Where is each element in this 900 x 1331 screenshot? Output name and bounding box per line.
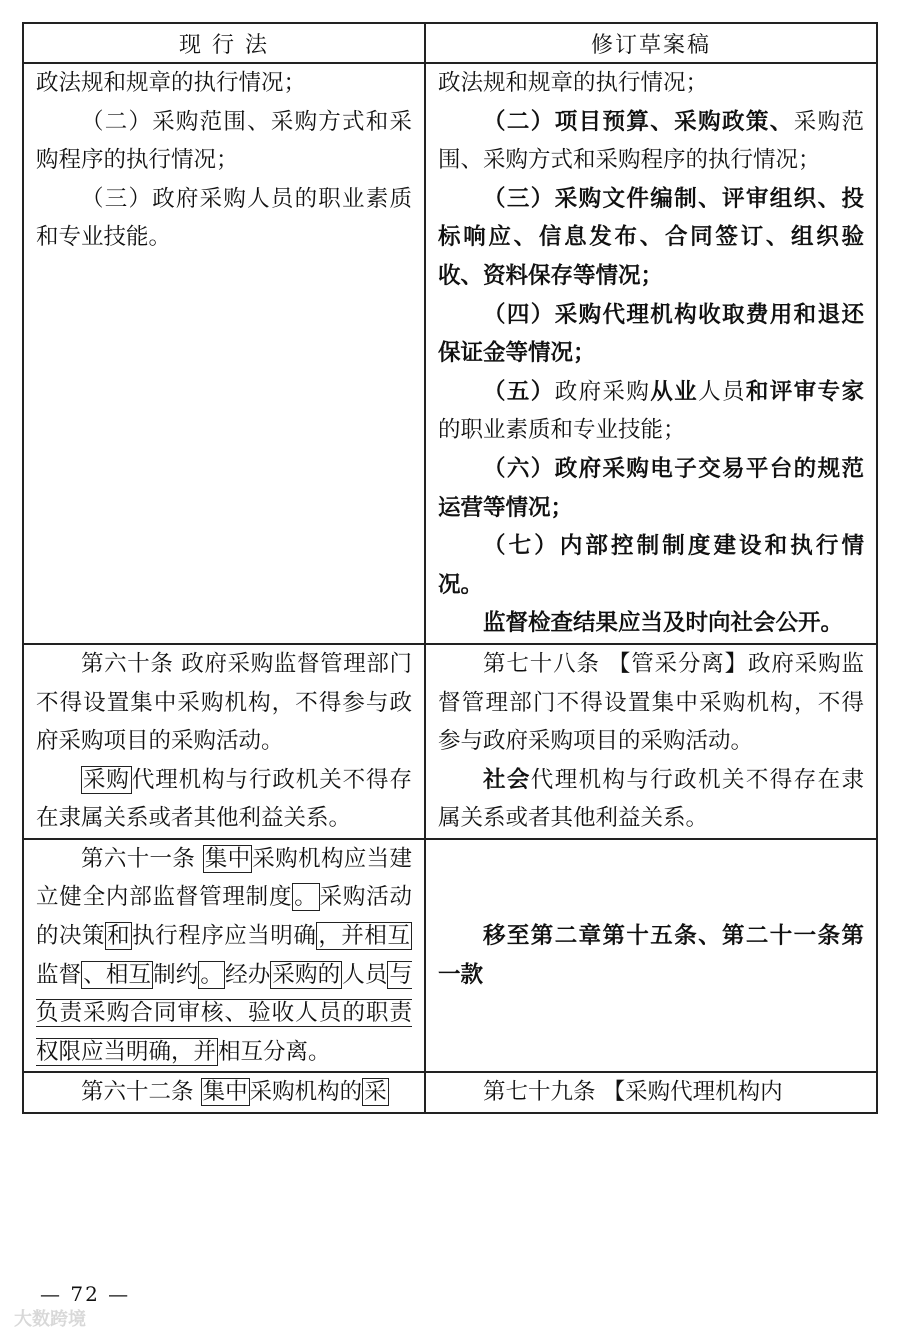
text: 监督 xyxy=(36,961,82,988)
current-law-cell xyxy=(23,1072,425,1113)
paragraph xyxy=(36,840,412,1072)
table-row xyxy=(23,1072,877,1113)
draft-cell xyxy=(425,1072,877,1113)
paragraph xyxy=(36,761,412,838)
paragraph: 政法规和规章的执行情况； xyxy=(438,70,709,96)
text: 第六十一条 xyxy=(81,845,203,872)
text: 采购机构的 xyxy=(249,1079,363,1106)
paragraph: （二）采购范围、采购方式和采购程序的执行情况； xyxy=(36,108,412,174)
text: 经办 xyxy=(225,961,271,988)
text: 代理机构与行政机关不得存在隶属关系或者其他利益关系。 xyxy=(438,766,864,832)
paragraph: （三）采购文件编制、评审组织、投标响应、信息发布、合同签订、组织验收、资料保存等情况； xyxy=(438,185,864,289)
paragraph xyxy=(438,103,864,180)
text: 执行程序应当明确 xyxy=(132,923,317,950)
paragraph: 第六十条 政府采购监督管理部门不得设置集中采购机构，不得参与政府采购项目的采购活动。 xyxy=(36,650,412,755)
paragraph: （六）政府采购电子交易平台的规范运营等情况； xyxy=(438,455,864,521)
text: 人员 xyxy=(698,378,746,405)
text: 人员 xyxy=(342,961,388,988)
current-law-cell xyxy=(23,63,425,644)
text: 采购范围、采购方式和采购程序的执行情况； xyxy=(438,108,864,174)
watermark: 大数跨境 xyxy=(14,1309,86,1330)
paragraph: 监督检查结果应当及时向社会公开。 xyxy=(483,610,844,637)
table-row xyxy=(23,839,877,1073)
text: 的职业素质和专业技能； xyxy=(438,417,686,444)
boxed-text: 集中 xyxy=(202,1079,248,1106)
comparison-table xyxy=(22,22,878,1114)
text: 相互分离。 xyxy=(218,1038,331,1065)
table-header-row xyxy=(23,23,877,63)
boxed-text: 、相互 xyxy=(83,961,152,988)
bold-text: （五） xyxy=(483,378,555,405)
boxed-text: 采购的 xyxy=(272,961,341,988)
current-law-cell xyxy=(23,839,425,1073)
boxed-text: 和 xyxy=(107,923,131,950)
paragraph xyxy=(438,761,864,838)
boxed-text: 。 xyxy=(200,961,224,988)
text: 政府采购 xyxy=(554,378,651,405)
table-row xyxy=(23,644,877,839)
bold-text: （二）项目预算、采购政策、 xyxy=(483,108,794,135)
boxed-text: 集中 xyxy=(204,845,251,872)
paragraph: 政法规和规章的执行情况； xyxy=(36,70,307,96)
draft-cell xyxy=(425,63,877,644)
text: 采购活动的决策 xyxy=(36,884,412,950)
boxed-text: ，并相互 xyxy=(318,923,410,950)
text: 代理机构与行政机关不得存在隶属关系或者其他利益关系。 xyxy=(36,766,412,832)
paragraph: （三）政府采购人员的职业素质和专业技能。 xyxy=(36,185,412,251)
draft-cell xyxy=(425,644,877,839)
paragraph: （七）内部控制制度建设和执行情况。 xyxy=(438,533,864,598)
paragraph: 移至第二章第十五条、第二十一条第一款 xyxy=(438,923,864,988)
page-number: — 72 — xyxy=(40,1282,131,1306)
paragraph xyxy=(438,373,864,450)
bold-text: 社会 xyxy=(483,766,531,793)
header-current-law: 现 行 法 xyxy=(23,23,425,63)
current-law-cell xyxy=(23,644,425,839)
draft-cell xyxy=(425,839,877,1073)
paragraph xyxy=(36,1073,412,1112)
paragraph: 第七十九条 【采购代理机构内 xyxy=(483,1079,783,1106)
bold-text: 从业 xyxy=(650,378,699,405)
boxed-text: 采购 xyxy=(83,766,130,793)
paragraph: 第七十八条 【管采分离】政府采购监督管理部门不得设置集中采购机构，不得参与政府采购项目的采购活动。 xyxy=(438,650,864,755)
text: 制约 xyxy=(153,961,199,988)
boxed-text: 采 xyxy=(364,1079,387,1106)
text: 第六十二条 xyxy=(81,1079,201,1106)
boxed-text: 。 xyxy=(294,884,318,911)
bold-text: 和评审专家 xyxy=(745,378,864,405)
text: 采购机构应当建立健全内部监督管理制度 xyxy=(36,845,412,911)
header-draft: 修订草案稿 xyxy=(425,23,877,63)
paragraph: （四）采购代理机构收取费用和退还保证金等情况； xyxy=(438,301,864,367)
boxed-text: 与负责采购合同审核、验收人员的职责权限应当明确，并 xyxy=(36,961,412,1065)
table-row xyxy=(23,63,877,644)
